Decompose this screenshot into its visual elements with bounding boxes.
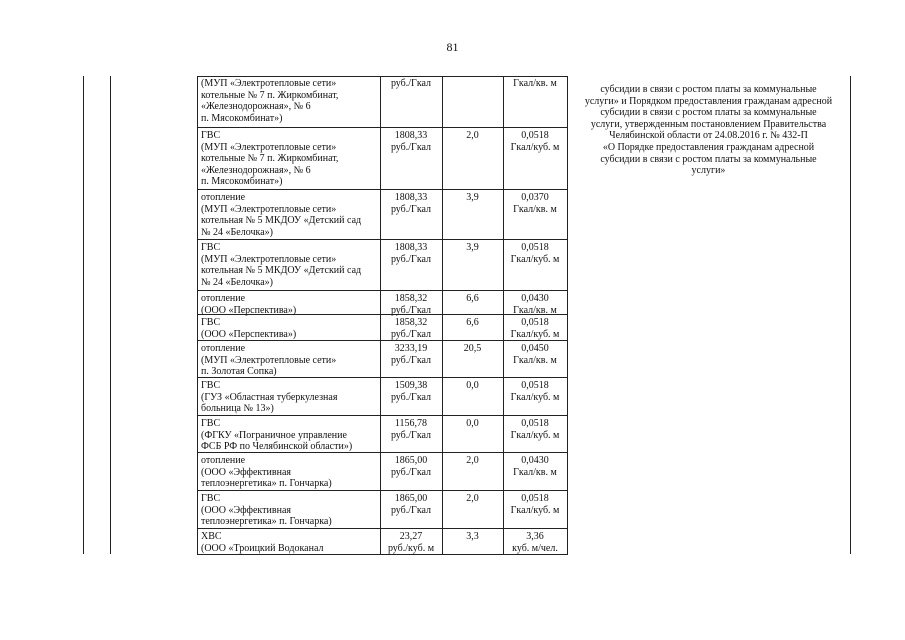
cell-text-line: 0,0518 <box>521 317 549 328</box>
cell-text-line: «Железнодорожная», № 6 <box>201 101 311 112</box>
table-column-border <box>83 76 84 554</box>
cell-text-line: п. Золотая Сопка) <box>201 366 277 377</box>
cell-text-line: 1509,38 <box>394 380 428 391</box>
cell-text-line: руб./Гкал <box>390 141 432 153</box>
cell-text-line: (ООО «Троицкий Водоканал <box>201 542 324 554</box>
tariff-table <box>83 76 850 554</box>
table-row-border <box>197 290 568 291</box>
cell-text-line: Гкал/куб. м <box>510 141 560 153</box>
table-column-border <box>442 76 443 554</box>
table-row-border <box>197 239 568 240</box>
table-row-border <box>197 490 568 491</box>
cell-text-line: руб./Гкал <box>390 504 432 516</box>
table-row-border <box>197 415 568 416</box>
cell-text-line: 0,0430 <box>521 455 549 466</box>
cell-text-line: котельные № 7 п. Жиркомбинат, <box>201 89 339 101</box>
cell-text-line: Гкал/куб. м <box>510 391 560 403</box>
cell-text-line: 1808,33 <box>394 242 428 253</box>
cell-text-line: 1156,78 <box>394 418 428 429</box>
cell-text-line: (МУП «Электротепловые сети» <box>201 253 337 265</box>
cell-text-line: Гкал/кв. м <box>513 466 557 478</box>
cell-text-line: отопление <box>201 455 246 466</box>
cell-text-line: (МУП «Электротепловые сети» <box>201 354 337 366</box>
cell-text-line: п. Мясокомбинат») <box>201 176 283 187</box>
cell-percent: 0,0 <box>466 380 479 391</box>
cell-text-line: 0,0518 <box>521 242 549 253</box>
cell-text-line: ФСБ РФ по Челябинской области») <box>201 441 353 452</box>
cell-text-line: (МУП «Электротепловые сети» <box>201 78 337 89</box>
cell-text-line: руб./Гкал <box>390 78 432 89</box>
cell-text-line: отопление <box>201 293 246 304</box>
cell-text-line: ГВС <box>201 242 221 253</box>
description-line: услуги» <box>691 165 726 177</box>
cell-text-line: руб./Гкал <box>390 466 432 478</box>
table-row-border <box>197 528 568 529</box>
cell-text-line: (ФГКУ «Пограничное управление <box>201 429 347 441</box>
page-number: 81 <box>446 40 459 54</box>
cell-percent: 3,9 <box>466 242 479 253</box>
cell-text-line: 0,0450 <box>521 343 549 354</box>
cell-text-line: 1865,00 <box>394 493 428 504</box>
cell-percent: 3,9 <box>466 192 479 203</box>
cell-text-line: ГВС <box>201 317 221 328</box>
cell-text-line: ХВС <box>201 531 222 542</box>
cell-text-line: (ООО «Перспектива») <box>201 328 297 340</box>
cell-text-line: (ООО «Эффективная <box>201 466 291 478</box>
cell-text-line: 0,0430 <box>521 293 549 304</box>
cell-text-line: Гкал/кв. м <box>513 304 557 316</box>
cell-text-line: 1858,32 <box>394 293 428 304</box>
table-row-border <box>197 554 568 555</box>
cell-text-line: (ГУЗ «Областная туберкулезная <box>201 391 338 403</box>
cell-text-line: Гкал/куб. м <box>510 504 560 516</box>
cell-text-line: куб. м/чел. <box>512 542 558 554</box>
table-row-border <box>197 76 568 77</box>
cell-text-line: ГВС <box>201 380 221 391</box>
cell-text-line: теплоэнергетика» п. Гончарка) <box>201 516 332 527</box>
cell-text-line: 0,0518 <box>521 418 549 429</box>
cell-text-line: руб./Гкал <box>390 203 432 215</box>
cell-percent: 20,5 <box>463 343 482 354</box>
cell-text-line: котельные № 7 п. Жиркомбинат, <box>201 153 339 164</box>
cell-text-line: руб./Гкал <box>390 354 432 366</box>
cell-percent: 0,0 <box>466 418 479 429</box>
description-line: субсидии в связи с ростом платы за коммунальные <box>600 107 817 119</box>
cell-text-line: 0,0518 <box>521 130 549 141</box>
cell-text-line: Гкал/кв. м <box>513 354 557 366</box>
cell-text-line: котельная № 5 МКДОУ «Детский сад <box>201 265 362 276</box>
table-row-border <box>197 340 568 341</box>
cell-text-line: 3233,19 <box>394 343 428 354</box>
cell-percent: 6,6 <box>466 293 479 304</box>
cell-percent: 6,6 <box>466 317 479 328</box>
description-line: Челябинской области от 24.08.2016 г. № 432-П <box>609 130 808 142</box>
cell-text-line: ГВС <box>201 418 221 429</box>
cell-text-line: Гкал/куб. м <box>510 253 560 265</box>
cell-text-line: 1808,33 <box>394 192 428 203</box>
table-column-border <box>110 76 111 554</box>
cell-text-line: котельная № 5 МКДОУ «Детский сад <box>201 215 362 226</box>
cell-text-line: (МУП «Электротепловые сети» <box>201 203 337 215</box>
cell-percent: 3,3 <box>466 531 479 542</box>
cell-text-line: теплоэнергетика» п. Гончарка) <box>201 478 332 489</box>
cell-text-line: 1865,00 <box>394 455 428 466</box>
cell-text-line: больница № 13») <box>201 403 274 414</box>
cell-text-line: «Железнодорожная», № 6 <box>201 164 311 176</box>
cell-text-line: (ООО «Перспектива») <box>201 304 297 316</box>
cell-text-line: 0,0518 <box>521 380 549 391</box>
cell-text-line: руб./Гкал <box>390 328 432 340</box>
description-line: «О Порядке предоставления гражданам адресной <box>602 142 815 153</box>
cell-text-line: (МУП «Электротепловые сети» <box>201 141 337 153</box>
cell-text-line: Гкал/куб. м <box>510 328 560 340</box>
cell-text-line: 1858,32 <box>394 317 428 328</box>
cell-text-line: (ООО «Эффективная <box>201 504 291 516</box>
cell-text-line: руб./куб. м <box>387 542 435 554</box>
cell-text-line: 0,0370 <box>521 192 549 203</box>
cell-text-line: руб./Гкал <box>390 391 432 403</box>
description-line: услуги» и Порядком предоставления гражданам адресной <box>584 95 833 107</box>
cell-text-line: 3,36 <box>526 531 544 542</box>
cell-text-line: п. Мясокомбинат») <box>201 112 283 124</box>
cell-text-line: руб./Гкал <box>390 304 432 316</box>
cell-text-line: отопление <box>201 192 246 203</box>
cell-text-line: ГВС <box>201 493 221 504</box>
description-line: услуги, утвержденным постановлением Правительства <box>590 118 827 130</box>
cell-text-line: руб./Гкал <box>390 429 432 441</box>
cell-text-line: № 24 «Белочка») <box>201 226 273 238</box>
table-column-border <box>197 76 198 554</box>
table-row-border <box>197 189 568 190</box>
cell-text-line: Гкал/кв. м <box>513 78 557 89</box>
description-line: субсидии в связи с ростом платы за коммунальные <box>600 84 817 95</box>
cell-text-line: руб./Гкал <box>390 253 432 265</box>
cell-text-line: Гкал/куб. м <box>510 429 560 441</box>
cell-text-line: 1808,33 <box>394 130 428 141</box>
cell-text-line: отопление <box>201 343 246 354</box>
table-column-border <box>850 76 851 554</box>
cell-text-line: № 24 «Белочка») <box>201 276 273 288</box>
cell-percent: 2,0 <box>466 130 479 141</box>
table-row-border <box>197 127 568 128</box>
cell-percent: 2,0 <box>466 455 479 466</box>
cell-percent: 2,0 <box>466 493 479 504</box>
cell-text-line: Гкал/кв. м <box>513 203 557 215</box>
cell-text-line: 0,0518 <box>521 493 549 504</box>
cell-text-line: ГВС <box>201 130 221 141</box>
description-line: субсидии в связи с ростом платы за коммунальные <box>600 153 817 165</box>
cell-text-line: 23,27 <box>399 531 423 542</box>
